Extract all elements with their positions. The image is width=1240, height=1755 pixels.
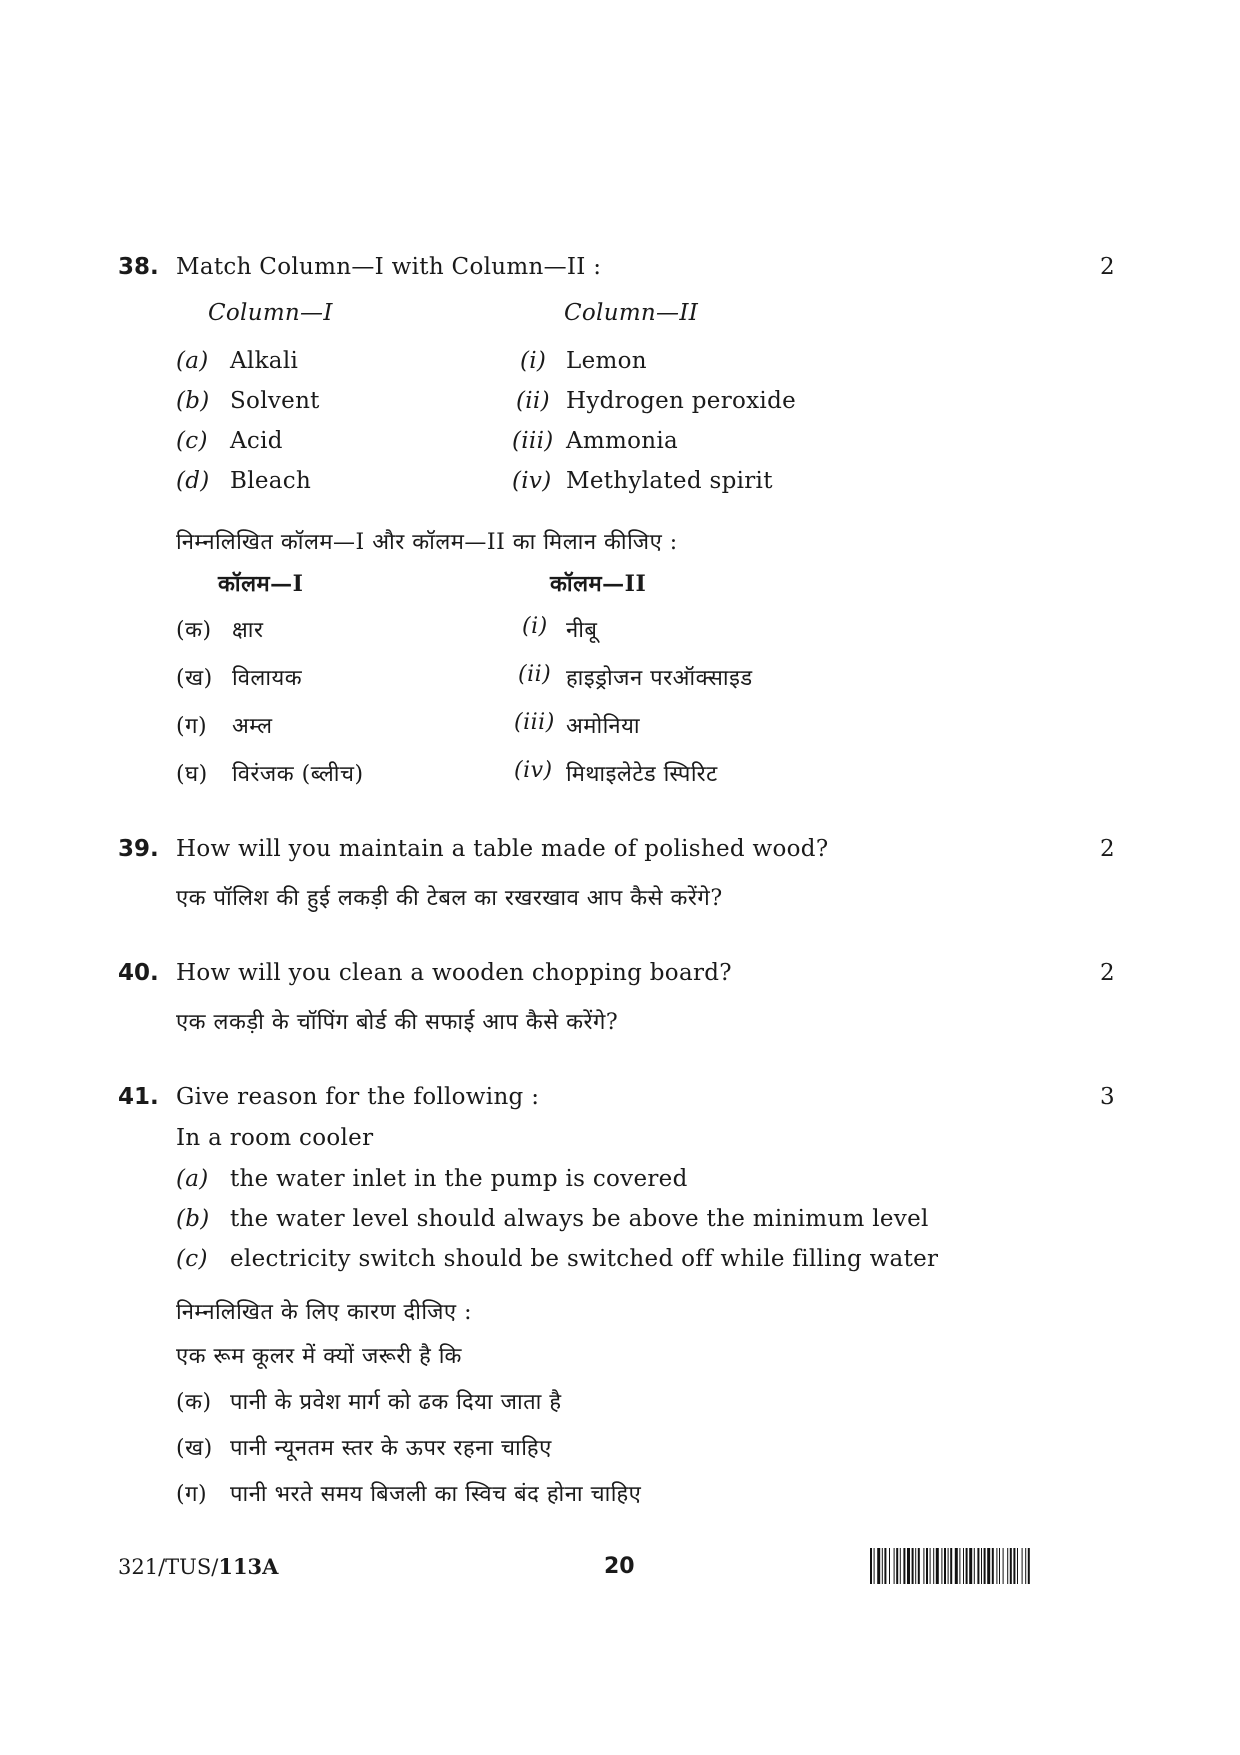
marks: 3: [1100, 1084, 1115, 1110]
option-text: Methylated spirit: [566, 468, 773, 494]
option-label-hindi: (ग): [176, 1482, 208, 1507]
question-number: 41.: [118, 1084, 159, 1110]
option-label: (b): [176, 388, 210, 414]
question-number: 40.: [118, 960, 159, 986]
paper-code: [118, 1554, 278, 1579]
option-label-hindi: (क): [176, 1390, 212, 1415]
page-number: 20: [604, 1554, 635, 1579]
option-text-hindi: मिथाइलेटेड स्पिरिट: [566, 762, 718, 787]
option-text-hindi: हाइड्रोजन परऑक्साइड: [566, 666, 753, 691]
option-label: (ii): [516, 388, 550, 414]
marks: 2: [1100, 254, 1115, 280]
question-text: How will you clean a wooden chopping board?: [176, 960, 732, 986]
marks: 2: [1100, 960, 1115, 986]
option-text: electricity switch should be switched off while filling water: [230, 1246, 939, 1272]
option-label: (iii): [514, 710, 555, 735]
option-text: Bleach: [230, 468, 312, 494]
question-text: Give reason for the following :: [176, 1084, 540, 1110]
option-text-hindi: अम्ल: [232, 714, 273, 739]
option-text-hindi: पानी न्यूनतम स्तर के ऊपर रहना चाहिए: [230, 1436, 552, 1461]
option-label: (i): [520, 348, 547, 374]
option-label: (a): [176, 1166, 209, 1192]
option-text-hindi: विरंजक (ब्लीच): [232, 762, 364, 787]
paper-code-suffix: 113A: [218, 1554, 279, 1579]
question-subtext-hindi: एक रूम कूलर में क्यों जरूरी है कि: [176, 1344, 462, 1369]
question-text: How will you maintain a table made of polished wood?: [176, 836, 829, 862]
question-number: 38.: [118, 254, 159, 280]
question-text-hindi: निम्नलिखित कॉलम—I और कॉलम—II का मिलान कीजिए :: [176, 530, 678, 555]
option-text-hindi: नीबू: [566, 618, 598, 643]
option-label: (c): [176, 1246, 208, 1272]
option-text-hindi: पानी के प्रवेश मार्ग को ढक दिया जाता है: [230, 1390, 562, 1415]
option-label: (i): [522, 614, 548, 639]
column-header: Column—II: [564, 300, 699, 326]
option-text: Hydrogen peroxide: [566, 388, 797, 414]
option-text-hindi: क्षार: [232, 618, 264, 643]
column-header-hindi: कॉलम—I: [218, 571, 304, 597]
barcode-image: [870, 1548, 1128, 1584]
question-text-hindi: एक लकड़ी के चॉपिंग बोर्ड की सफाई आप कैसे करेंगे?: [176, 1010, 619, 1035]
question-text: Match Column—I with Column—II :: [176, 254, 602, 280]
option-text: Acid: [230, 428, 283, 454]
option-text: Ammonia: [566, 428, 679, 454]
option-label: (iv): [514, 758, 553, 783]
paper-code-prefix: 321/TUS/: [118, 1555, 219, 1579]
question-text-hindi: निम्नलिखित के लिए कारण दीजिए :: [176, 1300, 473, 1325]
option-label: (iii): [512, 428, 554, 454]
question-subtext: In a room cooler: [176, 1125, 374, 1151]
option-text-hindi: अमोनिया: [566, 714, 641, 739]
option-text: Alkali: [230, 348, 299, 374]
column-header: Column—I: [208, 300, 333, 326]
option-label-hindi: (ख): [176, 1436, 213, 1461]
option-label-hindi: (घ): [176, 762, 208, 787]
option-text: Lemon: [566, 348, 647, 374]
question-number: 39.: [118, 836, 159, 862]
option-label-hindi: (क): [176, 618, 212, 643]
option-text-hindi: विलायक: [232, 666, 303, 691]
option-label: (d): [176, 468, 210, 494]
marks: 2: [1100, 836, 1115, 862]
option-label: (a): [176, 348, 209, 374]
option-text-hindi: पानी भरते समय बिजली का स्विच बंद होना चाहिए: [230, 1482, 642, 1507]
option-label-hindi: (ग): [176, 714, 208, 739]
option-label: (iv): [512, 468, 552, 494]
question-text-hindi: एक पॉलिश की हुई लकड़ी की टेबल का रखरखाव आप कैसे करेंगे?: [176, 886, 723, 911]
option-label: (ii): [518, 662, 552, 687]
column-header-hindi: कॉलम—II: [550, 571, 647, 597]
option-text: Solvent: [230, 388, 320, 414]
option-label: (b): [176, 1206, 210, 1232]
option-text: the water level should always be above the minimum level: [230, 1206, 929, 1232]
option-label: (c): [176, 428, 208, 454]
option-label-hindi: (ख): [176, 666, 213, 691]
option-text: the water inlet in the pump is covered: [230, 1166, 688, 1192]
